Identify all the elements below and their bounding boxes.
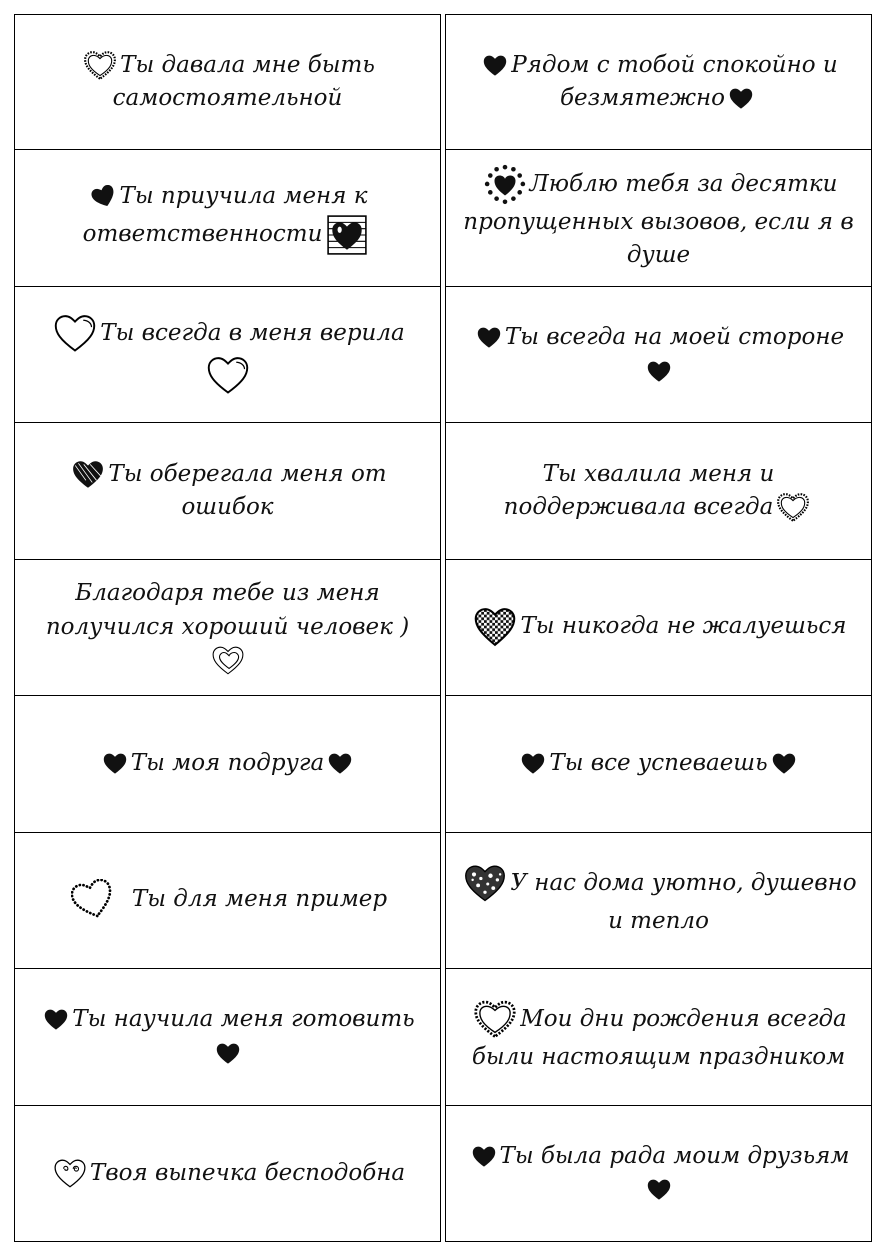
card <box>14 1105 441 1242</box>
card-text: Ты приучила меня к ответственности <box>82 183 368 247</box>
card-text: Мои дни рождения всегда были настоящим праздником <box>471 1006 847 1071</box>
card <box>445 695 872 832</box>
card <box>445 14 872 150</box>
card-text: Ты всегда в меня верила <box>100 319 405 346</box>
card <box>445 968 872 1105</box>
card-text: Рядом с тобой спокойно и безмятежно <box>511 51 838 112</box>
outline-heart-icon <box>206 355 250 397</box>
card <box>14 832 441 969</box>
outline-heart-icon <box>53 313 97 355</box>
heart-icon <box>646 360 672 384</box>
swirl-heart-icon <box>53 1158 87 1190</box>
lace-heart-icon <box>473 999 517 1041</box>
heart-icon <box>471 1145 497 1169</box>
card <box>445 286 872 423</box>
striped-heart-icon <box>325 214 369 256</box>
card-text: Ты хвалила меня и поддерживала всегда <box>503 460 775 521</box>
floral-heart-icon <box>463 863 507 905</box>
cards-sheet <box>14 14 872 1242</box>
card <box>14 14 441 150</box>
card <box>14 559 441 696</box>
card <box>14 286 441 423</box>
heart-icon <box>728 87 754 111</box>
heart-icon <box>102 752 128 776</box>
card-text: У нас дома уютно, душевно и тепло <box>510 869 857 934</box>
card <box>14 149 441 286</box>
card-text: Ты давала мне быть самостоятельной <box>112 51 375 112</box>
card <box>14 422 441 559</box>
card <box>14 968 441 1105</box>
scribble-heart-icon <box>71 459 105 491</box>
heart-icon <box>91 185 117 209</box>
card-text: Ты никогда не жалуешься <box>520 613 847 640</box>
card-text: Ты была рада моим друзьям <box>499 1142 850 1169</box>
heart-icon <box>215 1042 241 1066</box>
lace-heart-icon <box>83 50 117 82</box>
card <box>445 1105 872 1242</box>
card <box>14 695 441 832</box>
card <box>445 422 872 559</box>
heart-icon <box>646 1178 672 1202</box>
card-text: Ты для меня пример <box>131 886 388 913</box>
heart-icon <box>476 326 502 350</box>
card-text: Люблю тебя за десятки пропущенных вызовов, если я в душе <box>463 170 854 269</box>
heart-icon <box>771 752 797 776</box>
card <box>445 149 872 286</box>
card-text: Ты всегда на моей стороне <box>504 324 845 351</box>
double-outline-heart-icon <box>211 645 245 677</box>
card-text: Ты моя подруга <box>130 750 325 777</box>
card-text: Твоя выпечка бесподобна <box>89 1159 406 1186</box>
card-text: Ты оберегала меня от ошибок <box>108 460 387 521</box>
card <box>445 559 872 696</box>
card-text: Ты научила меня готовить <box>72 1006 415 1033</box>
heart-icon <box>327 752 353 776</box>
heart-icon <box>482 54 508 78</box>
dotted-outline-heart-icon <box>71 879 115 921</box>
heart-icon <box>520 752 546 776</box>
dotted-heart-icon <box>483 164 527 206</box>
card-text: Благодаря тебе из меня получился хороший человек ) <box>45 580 410 640</box>
card-text: Ты все успеваешь <box>549 750 768 777</box>
card <box>445 832 872 969</box>
checkered-heart-icon <box>473 606 517 648</box>
lace-heart-icon <box>776 492 810 524</box>
heart-icon <box>43 1008 69 1032</box>
